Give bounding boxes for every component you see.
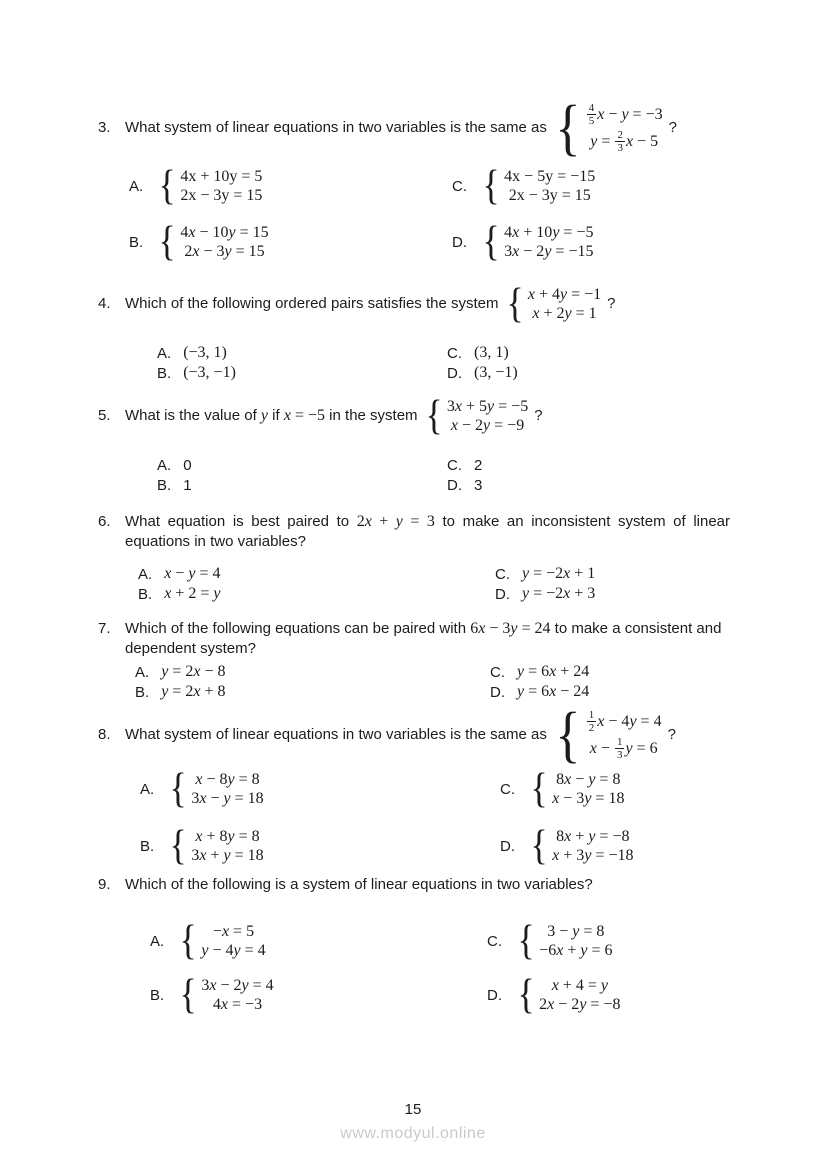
math-expression: y = −2x + 3 [522,585,596,602]
option-d [500,825,730,867]
options-grid [129,165,730,263]
left-brace: { [530,823,548,869]
equation-system [168,768,263,810]
math-expression: y = 6x − 24 [517,683,590,700]
equation-line [201,941,265,960]
left-brace: { [169,766,187,812]
equation-line [213,995,262,1014]
question-text [125,875,730,895]
option-d [452,221,730,263]
math-expression: (3, 1) [474,344,509,361]
option-d [487,974,730,1016]
question-block [98,395,730,495]
option-value: 1 [183,476,192,494]
equation-line [586,101,663,128]
option-label: B. [140,837,155,855]
equation-line [180,186,262,205]
questions-container [98,94,731,1018]
system-lines [586,708,662,762]
math-expression: x + 4 = y [551,977,608,994]
system-lines [191,827,263,865]
question-number: 6. [98,513,111,530]
math-expression: y = 6x + 24 [517,663,590,680]
math-expression: y = −2x + 1 [522,565,596,582]
option-label: A. [135,663,150,681]
left-brace: { [179,972,197,1018]
equation-line [195,827,259,846]
equation-line [556,827,629,846]
math-expression: x − $\frac{1}{3}$ y = 6 [589,735,658,761]
question-text-segment: to make a consistent and dependent system? [125,620,722,657]
option-label: B. [150,986,165,1004]
question-number: 5. [98,407,111,424]
question-text [125,395,730,437]
question-block [98,94,730,265]
option-c [487,920,730,962]
system-lines [552,770,624,808]
math-expression: x + 3y = −18 [552,847,634,864]
equation-line [191,789,263,808]
question-number: 9. [98,876,111,893]
math-expression: 4x = −3 [212,996,263,1013]
equation-line [201,976,273,995]
math-expression: 4x + 10y = 5 [180,168,263,185]
equation-system [529,825,633,867]
equation-line [504,223,593,242]
math-expression: x − 2y = −9 [450,417,525,434]
system-lines [191,770,263,808]
equation-line [191,846,263,865]
site-watermark: www.modyul.online [340,1125,486,1142]
option-value: 3 [474,476,483,494]
equation-system [481,165,595,207]
math-expression: 4x + 10y = −5 [504,224,594,241]
left-brace: { [517,918,535,964]
equation-line [451,416,524,435]
math-expression: 3x − 2y = −15 [504,243,594,260]
math-expression: y = 2x + 8 [161,683,226,700]
option-c [500,768,730,810]
equation-system [178,974,273,1016]
equation-system [553,94,663,162]
equation-line [532,304,596,323]
math-expression: 4x − 10y = 15 [180,224,269,241]
option-value: 0 [183,456,192,474]
math-expression: y [260,406,269,424]
option-a [135,662,490,682]
option-label: D. [447,364,462,382]
system-lines [201,922,265,960]
option-b [157,475,447,495]
option-b [138,584,495,604]
page-footer [0,1101,826,1143]
options-grid [138,564,730,604]
fraction: $\frac{4}{5}$ [588,101,595,127]
equation-system [516,920,612,962]
equation-system [424,395,528,437]
option-label: A. [129,177,144,195]
math-expression: x + 4y = −1 [527,286,602,303]
option-d [447,363,730,383]
equation-line [552,976,608,995]
math-expression: $\frac{1}{2}$ x − 4y = 4 [588,708,662,734]
equation-line [528,285,601,304]
fraction: $\frac{1}{2}$ [588,708,595,734]
question-text [125,283,730,325]
system-lines [528,285,601,323]
page-number: 15 [404,1101,422,1118]
math-expression: 3x + y = 18 [191,847,264,864]
system-lines [504,223,593,261]
option-a [138,564,495,584]
left-brace: { [506,281,524,327]
left-brace: { [555,701,581,769]
math-expression: y = $\frac{2}{3}$ x − 5 [590,128,659,154]
system-lines [586,101,663,155]
option-label: B. [138,585,153,603]
options-grid [157,455,730,495]
option-label: D. [490,683,505,701]
equation-system [529,768,624,810]
math-expression: 3 − y = 8 [547,923,605,940]
question-block [98,512,730,604]
question-text [125,512,730,552]
math-expression: x + 8y = 8 [195,828,260,845]
math-expression: x − 8y = 8 [195,771,260,788]
option-d [490,682,730,702]
options-grid [135,662,730,702]
equation-line [552,789,624,808]
question-block [98,619,730,702]
math-expression: 4x − 5y = −15 [504,168,596,185]
options-grid [150,920,730,1016]
option-c [490,662,730,682]
options-grid [157,343,730,383]
fraction: $\frac{1}{3}$ [616,735,623,761]
equation-line [539,995,620,1014]
math-expression: 2x − 3y = 15 [508,187,591,204]
question-row [98,619,730,659]
option-label: A. [150,932,165,950]
system-lines [201,976,273,1014]
question-text-segment: to make an inconsistent system of linear equations in two variables? [125,513,731,550]
question-text-segment: What equation is best paired to [125,513,357,530]
option-label: D. [495,585,510,603]
system-lines [447,397,528,435]
option-label: B. [157,364,172,382]
equation-line [590,128,658,155]
question-row [98,875,730,895]
question-number: 8. [98,726,111,743]
option-a [150,920,487,962]
equation-system [553,701,662,769]
question-number: 3. [98,119,111,136]
equation-line [195,770,259,789]
option-label: C. [452,177,467,195]
math-expression: −6x + y = 6 [539,942,613,959]
option-b [140,825,500,867]
equation-system [157,221,268,263]
option-label: D. [500,837,515,855]
question-row [98,512,730,552]
math-expression: 2x − 3y = 15 [184,243,265,260]
left-brace: { [482,163,500,209]
question-text-segment: What is the value of [125,406,261,424]
fraction: $\frac{2}{3}$ [617,128,623,154]
left-brace: { [482,219,500,265]
question-text-segment: Which of the following equations can be paired with [125,620,471,637]
option-label: C. [500,780,515,798]
equation-system [178,920,265,962]
option-b [135,682,490,702]
question-mark: ? [667,725,676,743]
equation-line [509,186,591,205]
math-expression: y = 2x − 8 [161,663,226,680]
equation-system [505,283,601,325]
option-label: C. [490,663,505,681]
question-text-segment: What system of linear equations in two variables is the same as [125,725,552,743]
question-block [98,283,730,383]
math-expression: 2x + y = 3 [356,513,435,530]
option-c [447,343,730,363]
math-expression: x − y = 4 [164,565,221,582]
left-brace: { [517,972,535,1018]
equation-system [157,165,262,207]
question-mark: ? [607,294,616,312]
left-brace: { [425,393,443,439]
left-brace: { [169,823,187,869]
option-label: D. [447,476,462,494]
math-expression: 8x + y = −8 [556,828,630,845]
option-a [129,165,452,207]
option-label: A. [157,456,172,474]
equation-system [481,221,593,263]
option-label: A. [140,780,155,798]
math-expression: y − 4y = 4 [201,942,266,959]
equation-line [590,735,658,762]
option-label: B. [157,476,172,494]
equation-line [556,770,620,789]
equation-system [516,974,620,1016]
option-label: A. [157,344,172,362]
system-lines [539,976,620,1014]
option-label: C. [495,565,510,583]
system-lines [180,167,262,205]
option-value: 2 [474,456,483,474]
option-label: B. [135,683,150,701]
option-c [495,564,730,584]
question-row [98,94,730,162]
math-expression: (3, −1) [474,364,518,381]
equation-line [213,922,254,941]
option-c [452,165,730,207]
question-text-segment: Which of the following ordered pairs satisfies the system [125,294,503,312]
question-text-segment: Which of the following is a system of linear equations in two variables? [125,876,593,893]
question-row [98,283,730,325]
option-a [140,768,500,810]
question-row [98,701,730,769]
question-number: 4. [98,295,111,312]
option-label: C. [447,344,462,362]
option-label: C. [487,932,502,950]
question-row [98,395,730,437]
math-expression: 3x − y = 18 [191,790,264,807]
math-expression: 2x − 2y = −8 [539,996,621,1013]
left-brace: { [158,219,176,265]
question-mark: ? [668,118,677,136]
option-label: A. [138,565,153,583]
equation-line [447,397,528,416]
option-d [447,475,730,495]
math-expression: x + 2 = y [164,585,221,602]
option-label: C. [447,456,462,474]
question-text [125,619,730,659]
equation-line [184,242,264,261]
option-b [129,221,452,263]
math-expression: 3x + 5y = −5 [446,398,529,415]
system-lines [539,922,612,960]
system-lines [504,167,595,205]
equation-line [180,223,268,242]
math-expression: x − 3y = 18 [552,790,625,807]
math-expression: −x = 5 [212,923,255,940]
option-label: B. [129,233,144,251]
left-brace: { [530,766,548,812]
math-expression: 3x − 2y = 4 [201,977,274,994]
question-text [125,701,730,769]
math-expression: x + 2y = 1 [532,305,597,322]
math-expression: (−3, 1) [183,344,227,361]
math-expression: 2x − 3y = 15 [180,187,263,204]
option-a [157,455,447,475]
question-block [98,875,730,1016]
system-lines [552,827,633,865]
equation-line [547,922,604,941]
question-mark: ? [534,406,543,424]
options-grid [140,768,730,867]
math-expression: (−3, −1) [183,364,236,381]
equation-system [168,825,263,867]
question-block [98,701,730,869]
question-text [125,94,730,162]
equation-line [180,167,262,186]
question-text-segment: in the system [325,406,422,424]
math-expression: 6x − 3y = 24 [470,620,551,637]
option-c [447,455,730,475]
question-text-segment: What system of linear equations in two variables is the same as [125,118,552,136]
question-number: 7. [98,620,111,637]
math-expression: 8x − y = 8 [556,771,621,788]
equation-line [539,941,612,960]
left-brace: { [555,94,581,162]
left-brace: { [158,163,176,209]
option-d [495,584,730,604]
equation-line [552,846,633,865]
option-label: D. [487,986,502,1004]
equation-line [504,167,595,186]
option-a [157,343,447,363]
left-brace: { [179,918,197,964]
math-expression: $\frac{4}{5}$ x − y = −3 [588,101,663,127]
option-b [150,974,487,1016]
equation-line [504,242,593,261]
equation-line [586,708,662,735]
question-text-segment: if [268,406,284,424]
option-label: D. [452,233,467,251]
system-lines [180,223,268,261]
option-b [157,363,447,383]
math-expression: x = −5 [283,406,326,424]
